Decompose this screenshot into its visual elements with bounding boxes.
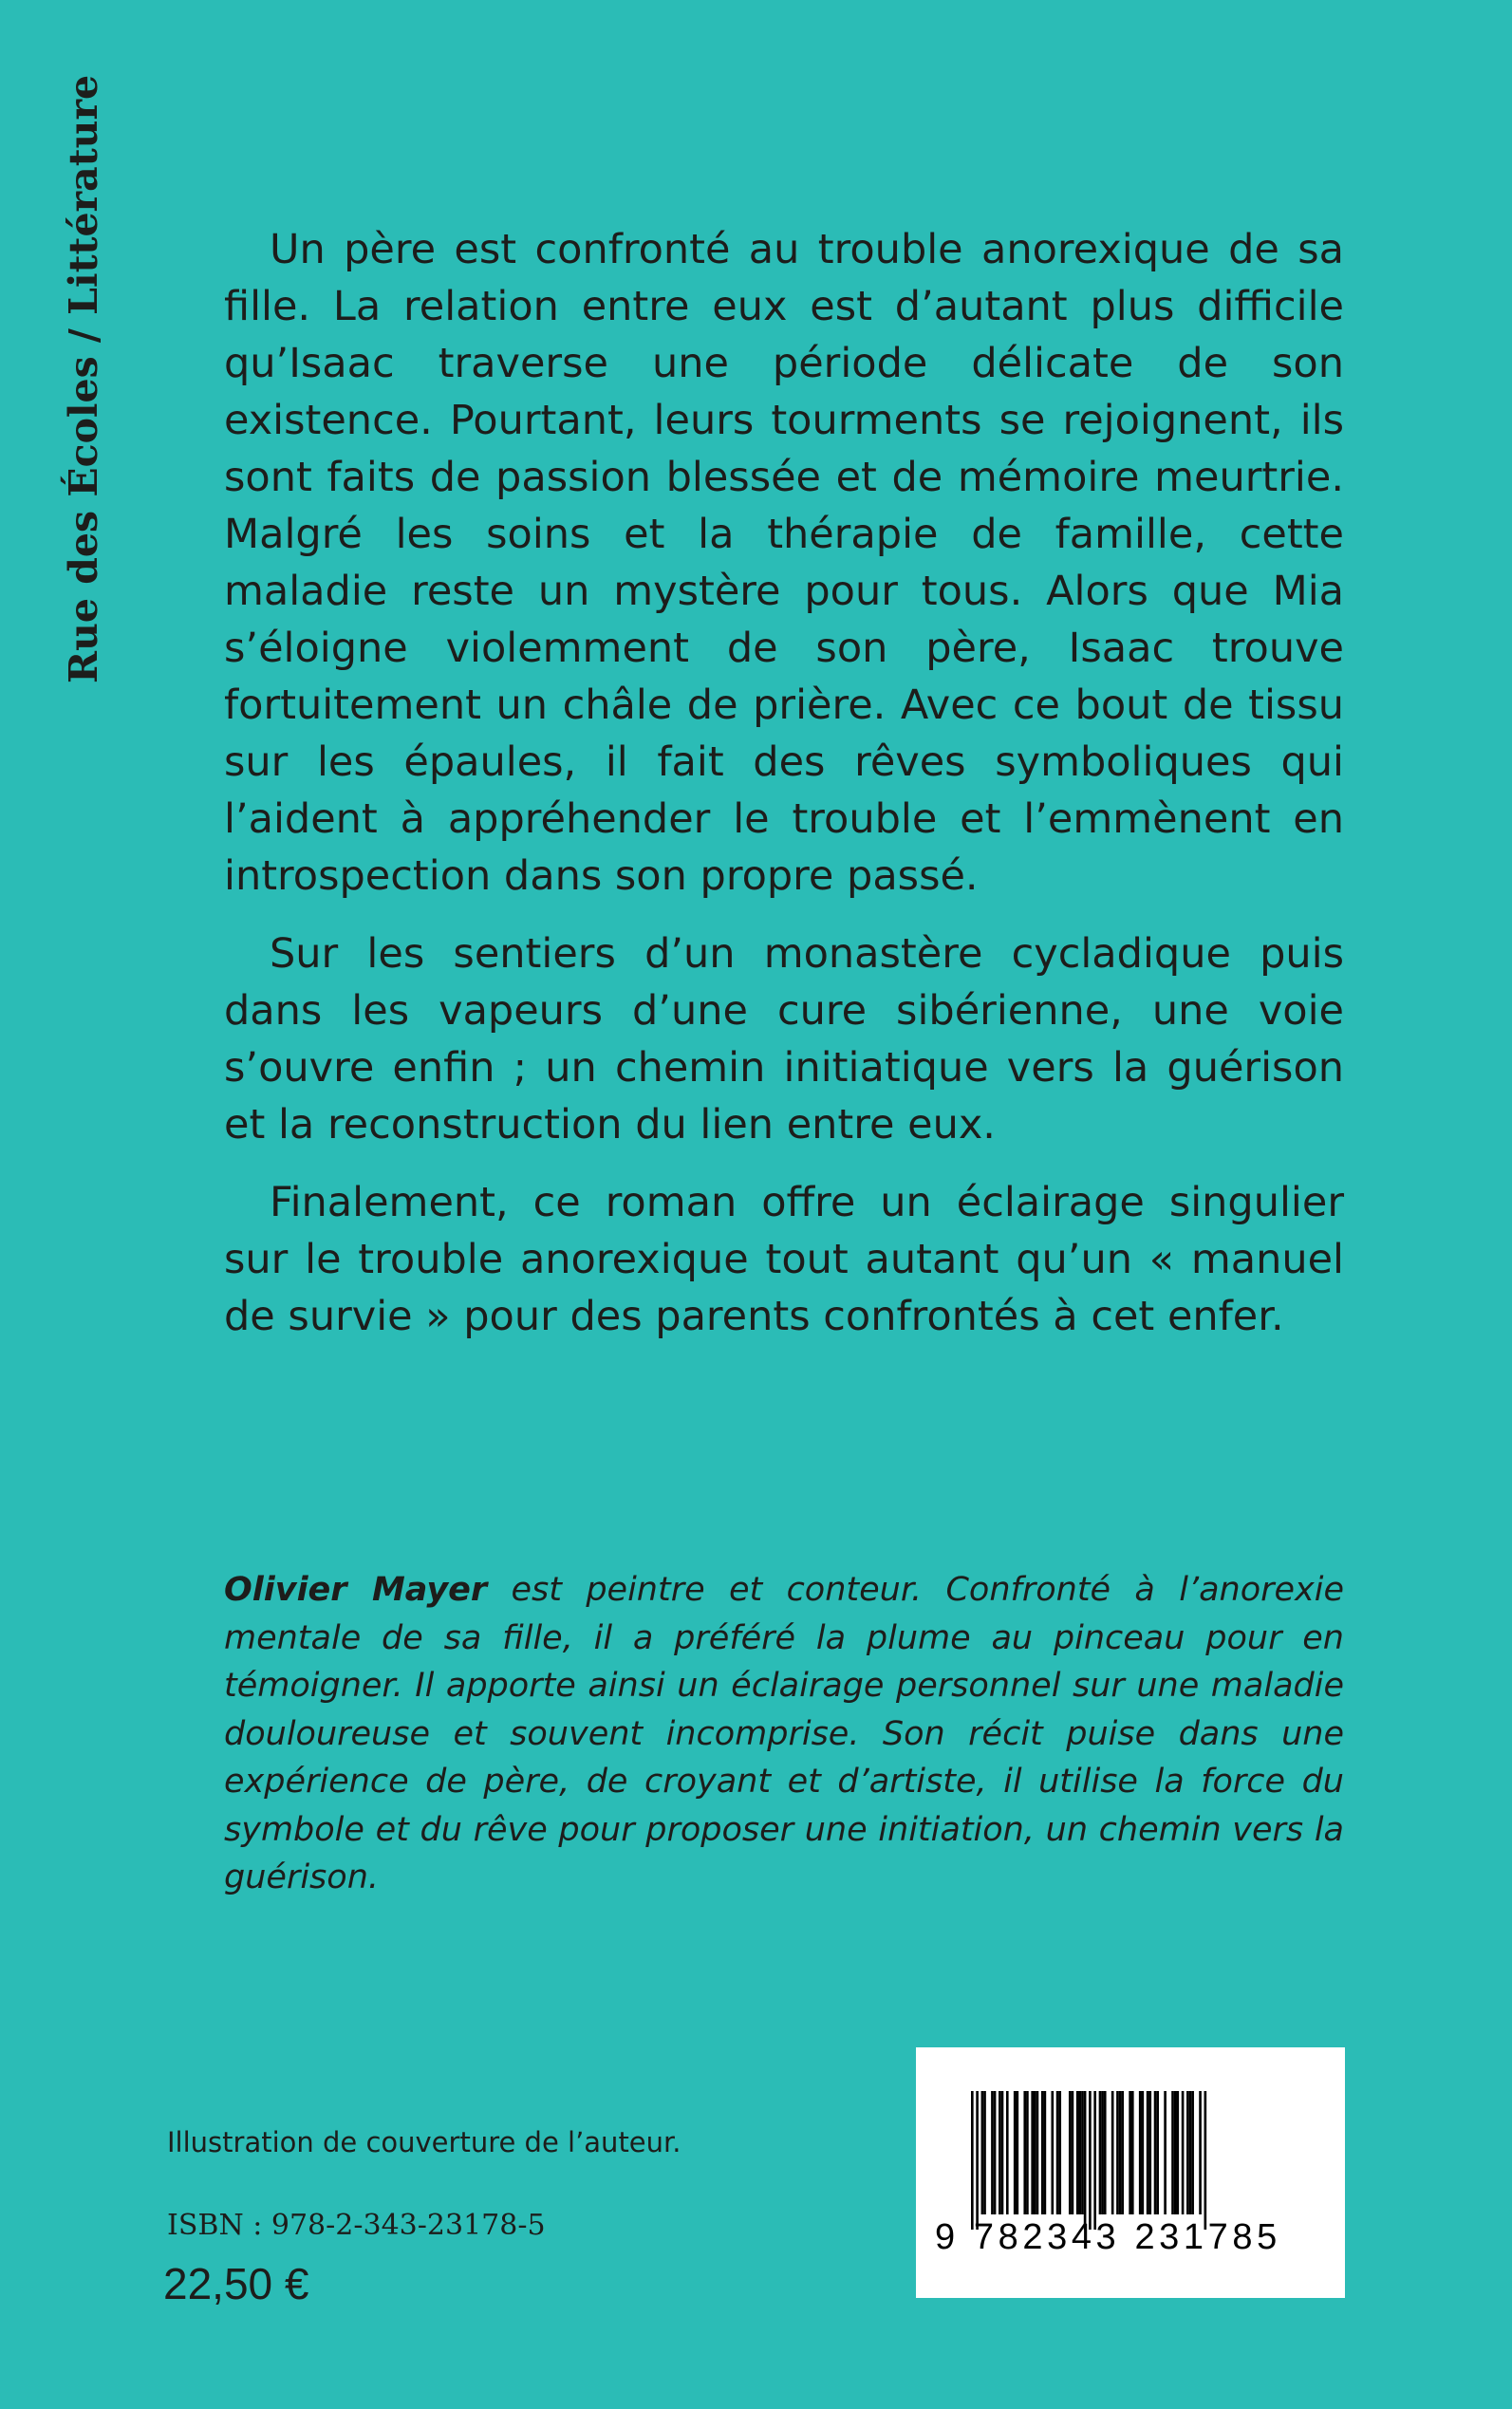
barcode-bar xyxy=(1036,2091,1039,2214)
barcode-bar xyxy=(1139,2091,1142,2214)
barcode-bar xyxy=(1119,2091,1122,2214)
barcode-bar xyxy=(1072,2091,1074,2214)
barcode-bar xyxy=(1176,2091,1179,2214)
barcode-bar xyxy=(1147,2091,1149,2214)
barcode-bar xyxy=(1199,2091,1202,2214)
barcode-bar xyxy=(1154,2091,1157,2214)
barcode-bar xyxy=(1031,2091,1034,2214)
barcode-bar xyxy=(1171,2091,1174,2214)
barcode-bar xyxy=(1129,2091,1131,2214)
barcode-bar xyxy=(1099,2091,1102,2214)
barcode-bar xyxy=(1142,2091,1145,2214)
barcode-bar xyxy=(1101,2091,1104,2214)
barcode-bar xyxy=(1069,2091,1072,2214)
barcode-bar xyxy=(1017,2091,1019,2214)
barcode-bar xyxy=(991,2091,994,2214)
price: 22,50 € xyxy=(163,2259,309,2308)
barcode-bar xyxy=(1034,2091,1036,2214)
cover-credit: Illustration de couverture de l’auteur. xyxy=(167,2126,681,2158)
synopsis-paragraph-2: Sur les sentiers d’un monastère cycladique puis dans les vapeurs d’une cure sibérienne, une voie s’ouvre enfin ; un chemin initiatique vers la guérison et la reconstruction du lien entre eux. xyxy=(224,930,1344,1148)
synopsis xyxy=(224,221,1344,1366)
barcode-bar xyxy=(994,2091,997,2214)
barcode-bar xyxy=(971,2091,974,2230)
barcode-bar xyxy=(976,2091,979,2230)
barcode-bar xyxy=(1076,2091,1079,2214)
barcode-bar xyxy=(1131,2091,1134,2214)
author-bio xyxy=(224,1566,1344,1902)
barcode-bar xyxy=(1156,2091,1159,2214)
barcode-bar xyxy=(1174,2091,1177,2214)
barcode-bar xyxy=(1093,2091,1096,2230)
barcode-bar xyxy=(1079,2091,1082,2214)
barcode-bar xyxy=(1121,2091,1124,2214)
barcode-digits: 9 782343 231785 xyxy=(935,2217,1281,2257)
synopsis-paragraph-3: Finalement, ce roman offre un éclairage singulier sur le trouble anorexique tout autant qu’un « manuel de survie » pour des parents confrontés à cet enfer. xyxy=(224,1179,1344,1340)
author-bio-text: est peintre et conteur. Confronté à l’anorexie mentale de sa fille, il a préféré la plume au pinceau pour en témoigner. Il apporte ainsi un éclairage personnel sur une maladie douloureuse et souvent incomprise. Son récit puise dans une expérience de père, de croyant et d’artiste, il utilise la force du symbole et du rêve pour proposer une initiation, un chemin vers la guérison. xyxy=(224,1571,1345,1896)
barcode-bar xyxy=(1023,2091,1026,2214)
barcode-bar xyxy=(1006,2091,1009,2214)
series-label: Rue des Écoles / Littérature xyxy=(61,74,106,683)
barcode-bar xyxy=(1191,2091,1194,2214)
barcode-bar xyxy=(983,2091,986,2214)
isbn: ISBN : 978-2-343-23178-5 xyxy=(167,2209,546,2242)
barcode-bar xyxy=(1081,2091,1084,2214)
barcode-bar xyxy=(1041,2091,1044,2214)
barcode-bar xyxy=(1056,2091,1059,2214)
barcode-bar xyxy=(1189,2091,1192,2214)
barcode-bar xyxy=(1044,2091,1047,2214)
barcode-icon xyxy=(916,2047,1345,2298)
barcode-bar xyxy=(1111,2091,1114,2214)
barcode-bar xyxy=(1116,2091,1119,2214)
barcode-bar xyxy=(1058,2091,1061,2214)
barcode-bar xyxy=(1204,2091,1207,2230)
barcode-bar xyxy=(1001,2091,1004,2214)
barcode-bar xyxy=(999,2091,1001,2214)
synopsis-paragraph-1: Un père est confronté au trouble anorexique de sa fille. La relation entre eux est d’autant plus difficile qu’Isaac traverse une période délicate de son existence. Pourtant, leurs tourments se rejoignent, ils sont faits de passion blessée et de mémoire meurtrie. Malgré les soins et la thérapie de famille, cette maladie reste un mystère pour tous. Alors que Mia s’éloigne violemment de son père, Isaac trouve fortuitement un châle de prière. Avec ce bout de tissu sur les épaules, il fait des rêves symboliques qui l’aident à appréhender le trouble et l’emmènent en introspection dans son propre passé. xyxy=(224,226,1344,900)
barcode-bar xyxy=(981,2091,984,2214)
author-name: Olivier Mayer xyxy=(224,1571,488,1609)
barcode-bar xyxy=(1089,2091,1092,2230)
barcode-bar xyxy=(1014,2091,1017,2214)
barcode-bar xyxy=(1026,2091,1029,2214)
barcode-bar xyxy=(1051,2091,1054,2214)
barcode-bar xyxy=(1182,2091,1185,2214)
barcode-bar xyxy=(1084,2091,1087,2230)
barcode-bar xyxy=(1186,2091,1189,2214)
barcode-bar xyxy=(1104,2091,1107,2214)
barcode-panel xyxy=(916,2047,1345,2298)
barcode-bar xyxy=(1164,2091,1167,2214)
barcode-bar xyxy=(1148,2091,1151,2214)
